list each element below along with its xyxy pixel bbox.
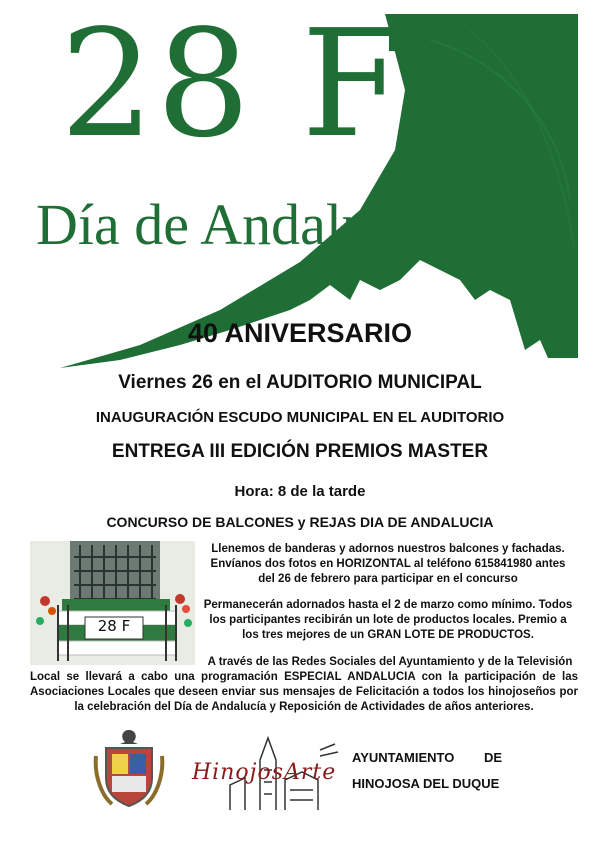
contest-instructions: Llenemos de banderas y adornos nuestros balcones y fachadas. Envíanos dos fotos en HORIZONTAL al teléfono 615841980 antes del 26 de febrero para participar en el concurso (210, 543, 566, 585)
hero-title: 28 F (60, 0, 407, 170)
hinojosarte-logo (190, 730, 340, 812)
awards-line: ENTREGA III EDICIÓN PREMIOS MASTER (111, 441, 489, 462)
hinojosarte-wordmark: HinojosArte (192, 760, 337, 785)
hero-banner (0, 0, 600, 370)
broadcast-first-line: A través de las Redes Sociales del Ayuntamiento y de la Televisión (207, 656, 573, 668)
balcony-sign-text: 28 F (97, 617, 131, 635)
ayto-town: HINOJOSA DEL DUQUE (352, 776, 500, 791)
balcony-photo (30, 541, 195, 665)
contest-heading: CONCURSO DE BALCONES y REJAS DIA DE ANDALUCIA (106, 514, 494, 530)
coat-of-arms-logo (92, 726, 166, 812)
time-line: Hora: 8 de la tarde (234, 483, 366, 500)
hero-subtitle: Día de Andalucía (36, 192, 439, 257)
town-hall-signature (352, 745, 502, 797)
ayto-word: AYUNTAMIENTO (352, 750, 455, 765)
broadcast-rest: Local se llevará a cabo una programación ESPECIAL ANDALUCIA con la participación de las Asociaciones Locales que deseen enviar sus mensajes de Felicitación a todos los hinojoseños por la celebración del Día de Andalucía y Reposición de Actividades de años anteriores. (30, 671, 578, 713)
contest-rules: Permanecerán adornados hasta el 2 de marzo como mínimo. Todos los participantes recibirán un lote de productos locales. Premio a los tres mejores de un GRAN LOTE DE PRODUCTOS. (203, 599, 573, 641)
inauguration-line: INAUGURACIÓN ESCUDO MUNICIPAL EN EL AUDITORIO (95, 409, 505, 426)
broadcast-paragraph (30, 655, 578, 715)
anniversary-heading: 40 ANIVERSARIO (187, 318, 413, 348)
event-date-line: Viernes 26 en el AUDITORIO MUNICIPAL (118, 372, 482, 393)
ayto-de: DE (483, 750, 502, 765)
